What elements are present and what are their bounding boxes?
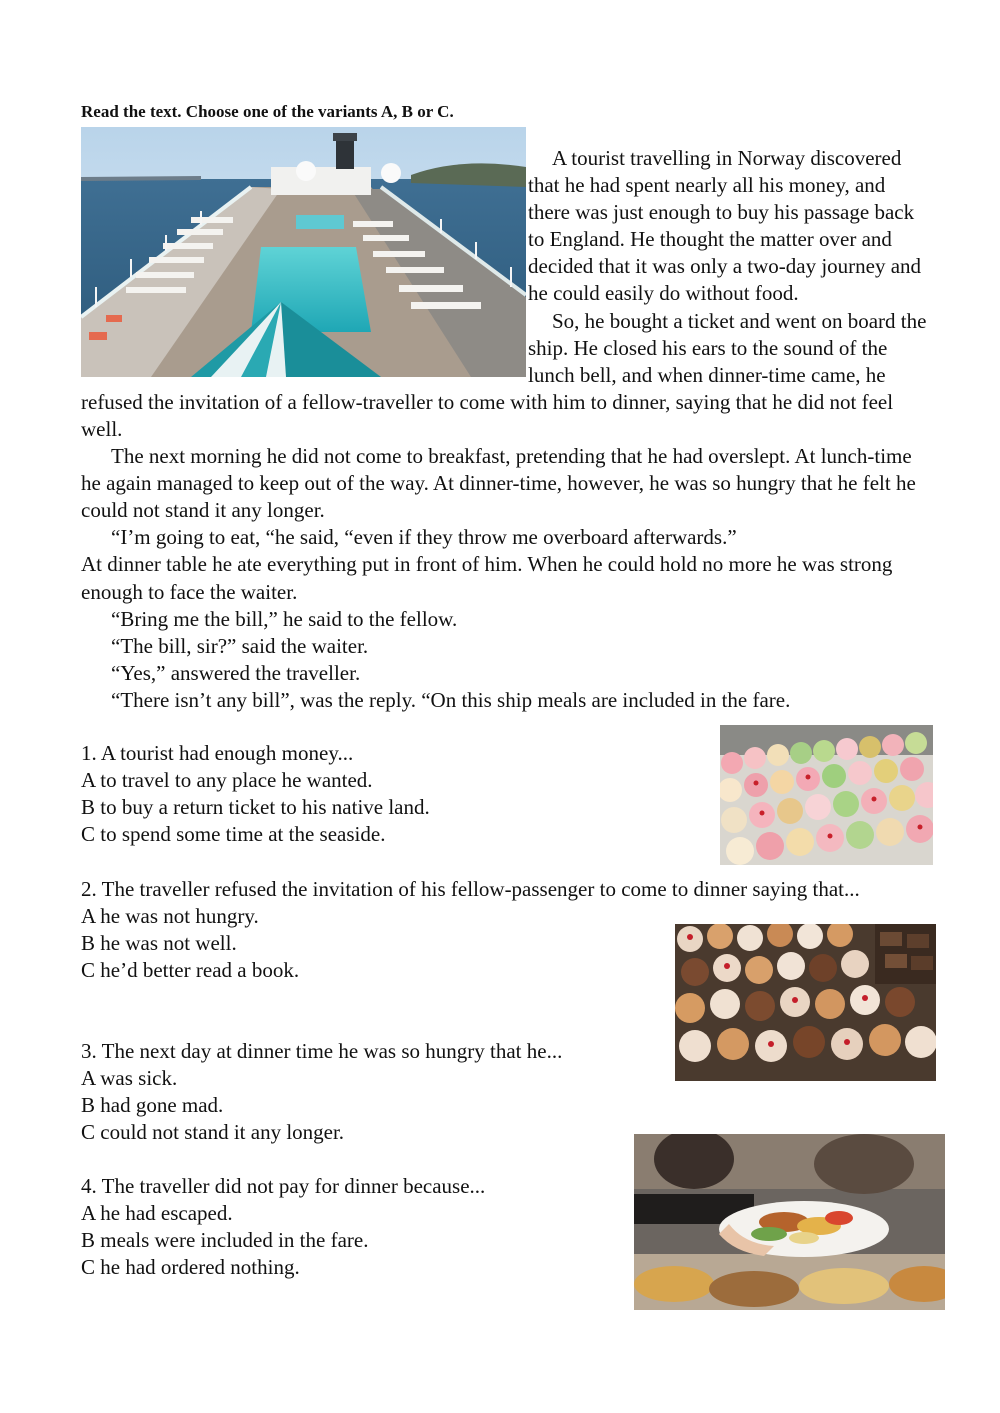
question-4-stem: 4. The traveller did not pay for dinner because... [81,1174,486,1198]
story-paragraph-9: “There isn’t any bill”, was the reply. “On this ship meals are included in the fare. [111,687,791,712]
question-2-stem: 2. The traveller refused the invitation of his fellow-passenger to come to dinner saying that... [81,877,860,901]
question-4-option-b: B meals were included in the fare. [81,1228,369,1253]
story-paragraph-1: A tourist travelling in Norway discovered that he had spent nearly all his money, and there was just enough to buy his passage back to England. He thought the matter over and decided that it was only a two-day journey and he could easily do without food. [528,146,922,306]
cruise-ship-deck-photo [81,127,526,377]
question-2-option-b: B he was not well. [81,931,237,956]
question-3-option-c: C could not stand it any longer. [81,1120,345,1145]
question-1 [81,740,701,848]
question-1-stem: 1. A tourist had enough money... [81,741,354,765]
question-4 [81,1173,621,1281]
question-2-option-a: A he was not hungry. [81,904,259,929]
story-paragraph-5: At dinner table he ate everything put in front of him. When he could hold no more he was strong enough to face the waiter. [81,552,893,604]
story-paragraph-7: “The bill, sir?” said the waiter. [111,633,369,658]
story-paragraph-2: So, he bought a ticket and went on board the ship. He closed his ears to the sound of the lunch bell, and when dinner-time came, he refused the invitation of a fellow-traveller to come with him to dinner, saying that he did not feel well. [81,308,927,441]
question-3-stem: 3. The next day at dinner time he was so hungry that he... [81,1039,563,1063]
question-1-option-a: A to travel to any place he wanted. [81,768,373,793]
story-paragraph-8: “Yes,” answered the traveller. [111,660,361,685]
question-4-option-a: A he had escaped. [81,1201,233,1226]
story-paragraph-4: “I’m going to eat, “he said, “even if they throw me overboard afterwards.” [111,525,737,550]
question-2-option-c: C he’d better read a book. [81,958,300,983]
question-3-option-b: B had gone mad. [81,1093,224,1118]
story-paragraph-3: The next morning he did not come to breakfast, pretending that he had overslept. At lunch-time he again managed to keep out of the way. At dinner-time, however, he was so hungry that he felt he could not stand it any longer. [81,444,916,523]
question-1-option-b: B to buy a return ticket to his native land. [81,795,430,820]
instruction-heading: Read the text. Choose one of the variants A, B or C. [81,102,454,121]
question-1-option-c: C to spend some time at the seaside. [81,822,386,847]
buffet-plate-photo [634,1134,945,1310]
question-3 [81,1038,661,1146]
macarons-dessert-photo [720,725,933,865]
question-4-option-c: C he had ordered nothing. [81,1255,300,1280]
story-paragraph-6: “Bring me the bill,” he said to the fellow. [111,606,458,631]
story-text [81,145,929,714]
pastries-dessert-photo [675,924,936,1081]
question-3-option-a: A was sick. [81,1066,178,1091]
